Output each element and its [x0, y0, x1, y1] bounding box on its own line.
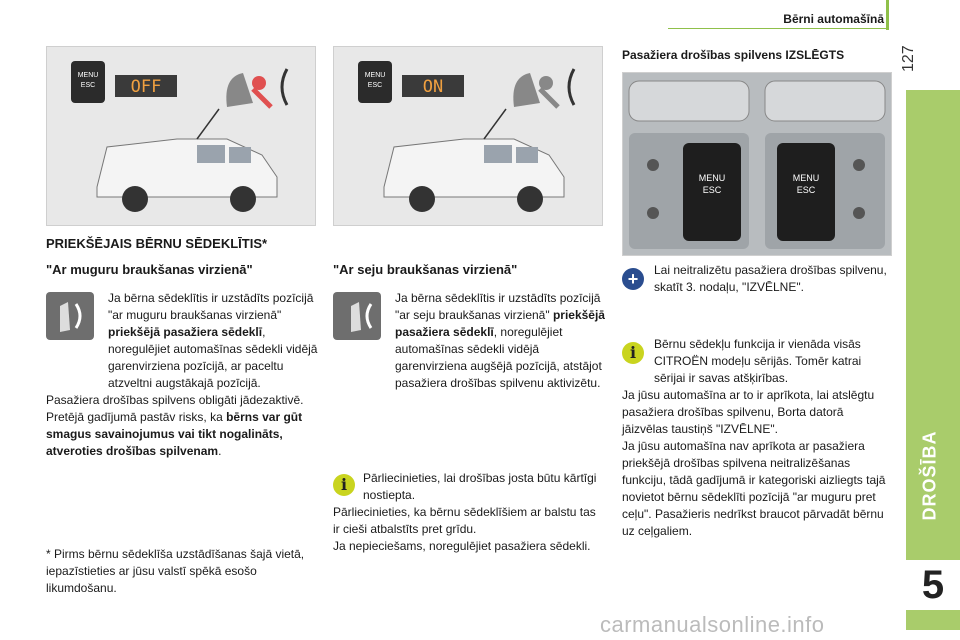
rear-facing-title: "Ar muguru braukšanas virzienā": [46, 262, 253, 277]
svg-text:ESC: ESC: [796, 185, 816, 195]
rear-facing-body: Ja bērna sēdeklītis ir uzstādīts pozīcijā "ar muguru braukšanas virzienā" priekšējā pasažiera sēdeklī, noregulējiet automašīnas sēdekli vidējā garenvirziena pozīcijā, ar paceltu atzveltni augstākajā pozīcijā. Pasažiera drošības spilvens obligāti jādezaktivē. Pretējā gadījumā pastāv risks, ka bērns var gūt smagus savainojumus vai tikt nogalināts, atveroties drošības spilvenam.: [46, 291, 318, 458]
forward-facing-body: Ja bērna sēdeklītis ir uzstādīts pozīcijā "ar seju braukšanas virzienā" priekšējā pasažiera sēdeklī, noregulējiet automašīnas sēdekli vidējā garenvirziena augšējā pozīcijā, atstājot pasažiera drošības spilvenu aktivizētu.: [395, 291, 605, 390]
airbag-title: Pasažiera drošības spilvens IZSLĒGTS: [622, 48, 845, 62]
footnote: * Pirms bērnu sēdeklīša uzstādīšanas šajā vietā, iepazīstieties ar jūsu valstī spēkā esošo likumdošanu.: [46, 547, 305, 595]
svg-text:MENU: MENU: [698, 173, 726, 183]
van-illustration-off: [47, 47, 315, 225]
chapter-number: 5: [906, 560, 960, 610]
svg-text:ESC: ESC: [702, 185, 722, 195]
dashboard-photo: [622, 72, 892, 256]
forward-facing-title: "Ar seju braukšanas virzienā": [333, 262, 518, 277]
info-note: Pārliecinieties, lai drošības josta būtu kārtīgi nostiepta. Pārliecinieties, ka bērnu sēdeklīšiem ar balstu tas ir cieši atbalstīts pret grīdu. Ja nepieciešams, noregulējiet pasažiera sēdekli.: [333, 471, 597, 553]
tip-plus-icon: +: [622, 268, 644, 290]
chapter-side-tab: [906, 90, 960, 630]
svg-text:ESC: ESC: [80, 82, 96, 89]
header-rule: [668, 28, 886, 29]
running-header: Bērni automašīnā: [783, 12, 884, 26]
main-heading: PRIEKŠĒJAIS BĒRNU SĒDEKLĪTIS*: [46, 236, 268, 251]
svg-text:MENU: MENU: [792, 173, 820, 183]
illustration-airbag-on: [333, 46, 603, 226]
watermark: carmanualsonline.info: [600, 612, 825, 637]
illustration-airbag-off: [46, 46, 316, 226]
page-number: 127: [900, 45, 917, 72]
van-illustration-on: [334, 47, 602, 225]
header-tick: [886, 0, 889, 30]
info-icon-2: i: [622, 342, 644, 364]
dashboard-illustration: [623, 73, 891, 255]
airbag-info-and-paragraphs: Bērnu sēdekļu funkcija ir vienāda visās CITROËN modeļu sērijās. Tomēr katrai sērijai ir savas atšķirības. Ja jūsu automašīna ar to ir aprīkota, lai atslēgtu pasažiera drošības spilvenu, Borta datorā jāizvēlas taustiņš "IZVĒLNE". Ja jūsu automašīna nav aprīkota ar pasažiera priekšējā drošības spilvena neitralizēšanas funkciju, tādā gadījumā ir kategoriski aizliegts tajā novietot bērnu sēdeklīti pozīcijā "ar muguru pret ceļu". Pasažieris nedrīkst braucot pārvadāt bērnu uz ceļgaliem.: [622, 337, 886, 538]
svg-text:MENU: MENU: [77, 72, 99, 79]
svg-text:ESC: ESC: [367, 82, 383, 89]
svg-text:OFF: OFF: [130, 77, 162, 97]
airbag-tip: Lai neitralizētu pasažiera drošības spilvenu, skatīt 3. nodaļu, "IZVĒLNE".: [654, 263, 887, 294]
info-icon: i: [333, 474, 355, 496]
svg-text:ON: ON: [422, 77, 444, 97]
svg-text:MENU: MENU: [364, 72, 386, 79]
